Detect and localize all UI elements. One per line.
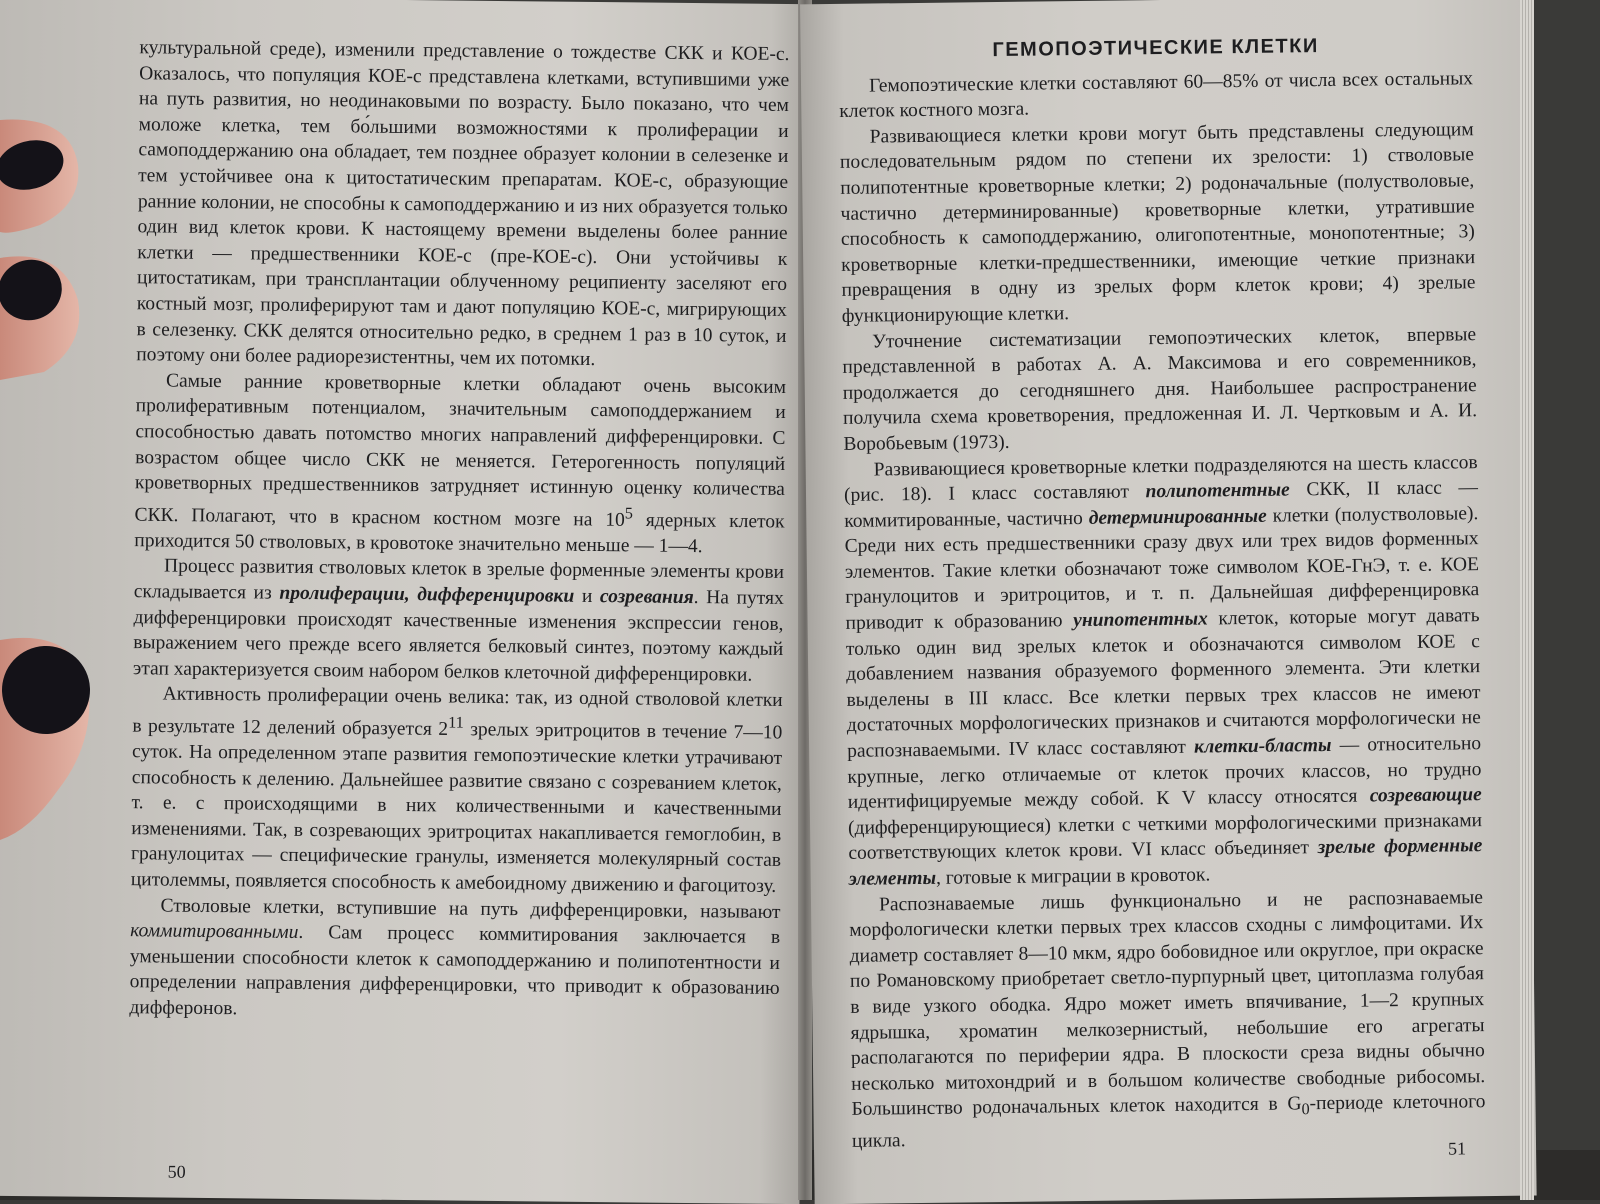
text-run: . Сам процесс коммитирования заключается в уменьшении способности клеток к самоподдержанию и полипотентности и определении направления дифференцировки, что приводит к образованию дифферонов.	[129, 922, 781, 1020]
text-run: Самые ранние кроветворные клетки обладают очень высоким пролиферативным потенциалом, значительным самоподдержанием и способностью давать потомство многих направлений дифференцировки. С возрастом общее число СКК не меняется. Гетерогенность популяций кроветворных предшественников затрудняет истинную оценку количества СКК. Полагают, что в красном костном мозге на 10	[134, 370, 787, 531]
text-run: ядерных клеток приходится 50 стволовых, в кровотоке значительно меньше — 1—4.	[134, 509, 785, 557]
text-run: (дифференцирующиеся) клетки с четкими морфологическими признаками соответствующих клеток крови. VI класс объединяет	[847, 809, 1483, 865]
emphasized-term: унипотентных	[1073, 608, 1208, 632]
subscript: 0	[1301, 1100, 1310, 1119]
paragraph	[134, 368, 786, 560]
superscript: 5	[624, 504, 634, 523]
emphasized-term: созревающие	[1369, 784, 1482, 807]
page-number: 51	[1447, 1138, 1467, 1159]
emphasized-term: созревания	[599, 586, 694, 609]
page-number: 50	[167, 1161, 186, 1182]
emphasized-term: клетки-бласты	[1193, 735, 1332, 758]
chapter-title: ГЕМОПОЭТИЧЕСКИЕ КЛЕТКИ	[992, 35, 1319, 62]
text-run: Уточнение систематизации гемопоэтических клеток, впервые представленной в работах А. А. Максимова и его современников, продолжается до сегодняшнего дня. Наибольшее распространение получила схема кроветворения, предложенная И. Л. Чертковым и А. И. Воробьевым (1973).	[842, 323, 1478, 455]
right-page-body	[839, 66, 1486, 1154]
superscript: 11	[448, 713, 464, 732]
text-run: клетки (полустволовые). Среди них есть предшественники сразу двух или трех видов форменных элементов. Такие клетки обозначают тоже символом КОЕ-ГнЭ, т. е. КОЕ гранулоцитов и эритроцитов, и т. п. Дальнейшая дифференцировка приводит к образованию	[844, 502, 1480, 634]
paragraph	[849, 885, 1486, 1155]
emphasized-term: пролиферации, дифференцировки	[279, 582, 575, 607]
emphasized-term: детерминированные	[1088, 505, 1267, 529]
paragraph	[129, 893, 780, 1028]
text-run: . На путях дифференцировки происходят качественные изменения экспрессии генов, выражением чего прежде всего является белковый синтез, поэтому каждый этап характеризуется своим набором белков клеточной дифференцировки.	[132, 587, 784, 686]
text-run: Активность пролиферации очень велика: так, из одной стволовой клетки в результате 12 делений образуется 2	[132, 683, 783, 740]
text-run: и	[574, 585, 601, 608]
finger-with-dark-nail-icon	[0, 0, 120, 1200]
left-page-body	[129, 35, 789, 1027]
paragraph	[133, 554, 784, 689]
text-run: Стволовые клетки, вступившие на путь дифференцировки, называют	[160, 895, 781, 923]
text-run: Развивающиеся кроветворные клетки подразделяются на шесть классов (рис. 18). I класс составляют	[843, 451, 1478, 507]
text-run: Гемопоэтические клетки составляют 60—85% от числа всех остальных клеток костного мозга.	[839, 67, 1474, 123]
italic-term: коммитированными	[130, 920, 299, 944]
paragraph	[839, 66, 1474, 125]
text-run: , готовые к миграции в кровоток.	[935, 864, 1211, 889]
text-run: клеток, которые могут давать только один вид зрелых клеток и обозначаются символом КОЕ с добавлением названия образуемого форменного элемента. Эти клетки выделены в III класс. Все клетки первых трех классов не имеют достаточных морфологических признаков и считаются морфологически не распознаваемыми. IV класс составляют	[845, 605, 1481, 762]
text-run: — относительно крупные, легко отличаемые от клеток прочих классов, но трудно идентифицируемые между собой. К V классу относятся	[847, 733, 1482, 814]
emphasized-term: полипотентные	[1145, 479, 1290, 503]
text-run: зрелых эритроцитов в течение 7—10 суток. На определенном этапе развития гемопоэтические клетки утрачивают способность к делению. Дальнейшее развитие связано с созреванием клеток, т. е. с происходящими в них количественными и качественными изменениями. Так, в созревающих эритроцитах накапливается гемоглобин, в гранулоцитах — специфические гранулы, изменяется молекулярный состав цитолеммы, появляется способность к амебоидному движению и фагоцитозу.	[130, 719, 783, 897]
text-run: Развивающиеся клетки крови могут быть представлены следующим последовательным рядом по степени их зрелости: 1) стволовые полипотентные кроветворные клетки; 2) родоначальные (полустволовые, частично детерминированные) кроветворные клетки, утратившие способность к самоподдержанию, олигопотентные, монопотентные; 3) кроветворные клетки-предшественники, имеющие четкие признаки превращения в одну из зрелых форм клеток крови; 4) зрелые функционирующие клетки.	[839, 118, 1476, 327]
text-run: Распознаваемые лишь функционально и не распознаваемые морфологически клетки первых трех классов сходны с лимфоцитами. Их диаметр составляет 8—10 мкм, ядро бобовидное или округлое, при окраске по Романовскому приобретает светло-пурпурный цвет, цитоплазма голубая в виде узкого ободка. Ядро может иметь впячивание, 1—2 крупных ядрышка, хроматин мелкозернистый, небольшие его агрегаты располагаются по периферии ядра. В плоскости среза видны обычно несколько митохондрий и в большом количестве свободные рибосомы. Большинство родоначальных клеток находится в G	[849, 886, 1486, 1121]
text-run: -периоде клеточного цикла.	[851, 1091, 1486, 1152]
paragraph	[839, 117, 1475, 329]
text-run: Процесс развития стволовых клеток в зрелые форменные элементы крови складывается из	[133, 555, 785, 604]
paragraph	[842, 322, 1478, 458]
page-edge-stack	[1520, 0, 1534, 1200]
paragraph	[131, 682, 783, 900]
text-run: культуральной среде), изменили представление о тождестве СКК и КОЕ-с. Оказалось, что популяция КОЕ-с представлена клетками, вступившими уже на путь развития, но неодинаковыми по возрасту. Было показано, что чем моложе клетка, тем бо́льшими возможностями к пролиферации и самоподдержанию она обладает, тем позднее образует колонии в селезенке и тем устойчивее она к цитостатическим препаратам. КОЕ-с, образующие ранние колонии, не способны к самоподдержанию и из них образуется только один вид клеток крови. К настоящему времени выделены более ранние клетки — предшественники КОЕ-с (пре-КОЕ-с). Они устойчивы к цитостатикам, при трансплантации облученному реципиенту заселяют его костный мозг, пролиферируют там и дают популяцию КОЕ-с, мигрирующих в селезенку. СКК делятся относительно редко, в среднем 1 раз в 10 суток, и поэтому они более радиорезистентны, чем их потомки.	[136, 37, 790, 371]
emphasized-term: зрелые форменные элементы	[848, 835, 1483, 890]
paragraph	[844, 450, 1483, 893]
text-run: СКК, II класс — коммитированные, частично	[844, 477, 1479, 532]
paragraph	[136, 35, 789, 375]
right-page	[800, 0, 1537, 1204]
